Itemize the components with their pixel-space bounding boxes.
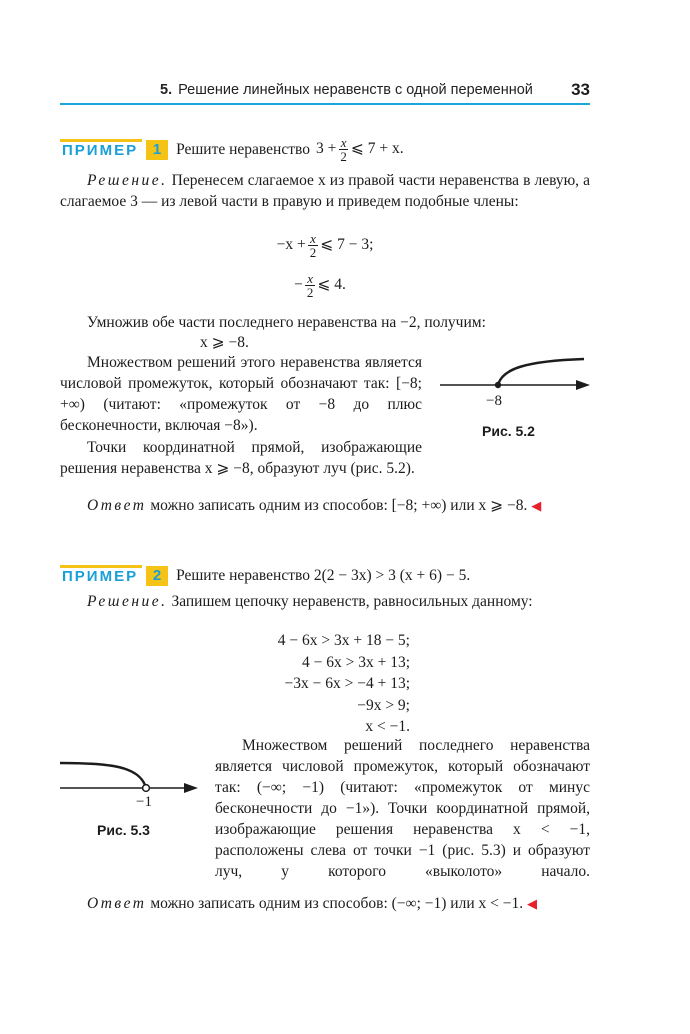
running-header [160,82,550,98]
closed-point [495,382,501,388]
figure-5-2 [440,355,590,415]
example1-multiply-text: Умножив обе части последнего неравенства на −2, получим: [87,314,486,331]
chain-line: 4 − 6x > 3x + 18 − 5; [277,632,410,649]
example2-header [60,565,470,586]
example1-answer [60,495,590,516]
example1-step2: − $\frac{x}{2}$ ⩽ 4. [294,271,346,300]
chapter-number: 5. [160,82,173,98]
example2-answer-text: можно записать одним из способов: (−∞; −1) или x < −1. [150,895,524,912]
example1-points-text: Точки координатной прямой, изображающие решения неравенства x ⩾ −8, образуют луч (рис. 5.2). [60,439,422,477]
figure-5-3-caption: Рис. 5.3 [97,822,150,838]
solution-ray [498,359,584,385]
end-of-example-icon: ◀ [527,896,537,911]
end-of-example-icon: ◀ [531,498,542,513]
example1-result: x ⩾ −8. [200,334,249,351]
example2-set-text: Множеством решений последнего неравенства является числовой промежуток, который обозначают так: (−∞; −1) (читают: «промежуток от минус бесконечности до −1»). Точки координатной прямой, изображающие решения неравенства x < −1, расположены слева от точки −1 (рис. 5.3) и образуют луч, у которого «выколото» начало. [215,737,590,880]
example2-solution-text: Запишем цепочку неравенств, равносильных данному: [171,593,533,610]
page-number: 33 [571,80,590,99]
example2-solution [60,591,590,612]
example1-solution-text: Перенесем слагаемое x из правой части неравенства в левую, а слагаемое 3 — из левой части в правую и приведем подобные члены: [60,172,590,210]
example1-set-text: Множеством решений этого неравенства является числовой промежуток, который обозначают так: [−8; +∞) (читают: «промежуток от −8 до плюс бесконечности, включая −8»). [60,354,422,434]
chapter-title: Решение линейных неравенств с одной переменной [178,82,533,98]
axis-arrow-icon [184,783,198,793]
point-label: −1 [136,794,152,808]
example2-label: ПРИМЕР [60,565,142,586]
figure-5-2-caption: Рис. 5.2 [482,423,535,439]
open-point [143,785,150,792]
point-label: −8 [486,393,502,409]
example2-chain [255,630,410,738]
example1-task-text: Решите неравенство [176,140,310,158]
example2-number: 2 [146,566,168,586]
example1-task-formula: 3 + $\frac{x}{2}$ ⩽ 7 + x. [315,135,404,164]
example1-number: 1 [146,140,168,160]
header-rule [60,103,590,105]
figure-5-3 [60,758,200,808]
solution-ray [60,763,146,788]
example1-solution [60,170,590,212]
chain-line: 4 − 6x > 3x + 13; [301,653,410,671]
example1-step1: −x + $\frac{x}{2}$ ⩽ 7 − 3; [276,231,374,260]
example1-solution-lead: Решение. [87,172,168,189]
chain-line: −3x − 6x > −4 + 13; [284,675,410,692]
chain-line: x < −1. [365,718,410,735]
example2-solution-lead: Решение. [87,593,168,610]
example1-header [60,136,404,163]
example2-answer [60,893,590,914]
example1-label: ПРИМЕР [60,139,142,160]
example2-task-text: Решите неравенство 2(2 − 3x) > 3 (x + 6) − 5. [176,566,471,584]
example1-answer-lead: Ответ [87,497,147,514]
axis-arrow-icon [576,380,590,390]
chain-line: −9x > 9; [357,696,410,714]
example2-answer-lead: Ответ [87,895,147,912]
example1-answer-text: можно записать одним из способов: [−8; +∞) или x ⩾ −8. [150,497,528,514]
